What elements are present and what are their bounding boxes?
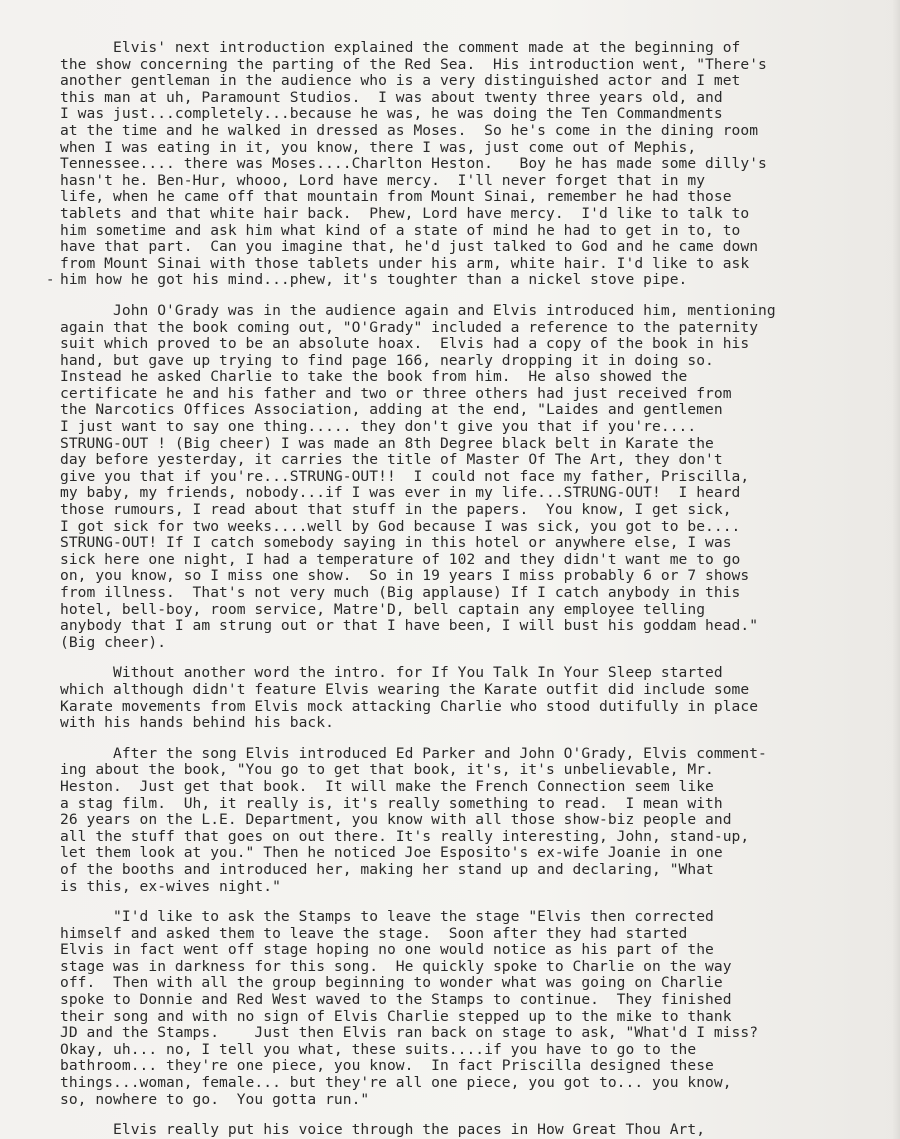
text-line: himself and asked them to leave the stage. Soon after they had started bbox=[60, 924, 688, 942]
text-line: a stag film. Uh, it really is, it's really something to read. I mean with bbox=[60, 794, 723, 812]
text-line: this man at uh, Paramount Studios. I was about twenty three years old, and bbox=[60, 88, 723, 106]
margin-dash-mark: - bbox=[46, 272, 55, 288]
text-line: at the time and he walked in dressed as Moses. So he's come in the dining room bbox=[60, 121, 759, 139]
text-line: After the song Elvis introduced Ed Parker and John O'Grady, Elvis comment- bbox=[60, 744, 767, 762]
text-line: of the booths and introduced her, making her stand up and declaring, "What bbox=[60, 860, 714, 878]
text-line: off. Then with all the group beginning to wonder what was going on Charlie bbox=[60, 974, 723, 992]
text-line: life, when he came off that mountain from Mount Sinai, remember he had those bbox=[60, 188, 732, 206]
text-line: from illness. That's not very much (Big applause) If I catch anybody in this bbox=[60, 584, 741, 601]
text-line: bathroom... they're one piece, you know. In fact Priscilla designed these bbox=[60, 1057, 714, 1075]
text-line: 26 years on the L.E. Department, you know with all those show-biz people and bbox=[60, 811, 732, 829]
text-line: the show concerning the parting of the Red Sea. His introduction went, "There's bbox=[60, 55, 767, 73]
text-line: STRUNG-OUT! If I catch somebody saying in this hotel or anywhere else, I was bbox=[60, 534, 732, 552]
text-line: hotel, bell-boy, room service, Matre'D, bell captain any employee telling bbox=[60, 600, 706, 618]
text-line: give you that if you're...STRUNG-OUT!! I could not face my father, Priscilla, bbox=[60, 467, 750, 485]
text-line: stage was in darkness for this song. He quickly spoke to Charlie on the way bbox=[60, 957, 732, 975]
text-line: Karate movements from Elvis mock attacking Charlie who stood dutifully in place bbox=[60, 697, 759, 715]
text-line: "I'd like to ask the Stamps to leave the stage "Elvis then corrected bbox=[60, 908, 714, 926]
text-line: all the stuff that goes on out there. It's really interesting, John, stand-up, bbox=[60, 827, 750, 845]
text-line: my baby, my friends, nobody...if I was ever in my life...STRUNG-OUT! I heard bbox=[60, 484, 741, 502]
text-line: him how he got his mind...phew, it's toughter than a nickel stove pipe. bbox=[60, 271, 688, 289]
text-line: from Mount Sinai with those tablets under his arm, white hair. I'd like to ask bbox=[60, 254, 750, 272]
text-line: their song and with no sign of Elvis Charlie stepped up to the mike to thank bbox=[60, 1007, 732, 1025]
text-line: Instead he asked Charlie to take the book from him. He also showed the bbox=[60, 368, 688, 386]
paragraph bbox=[60, 40, 850, 289]
text-line: JD and the Stamps. Just then Elvis ran back on stage to ask, "What'd I miss? bbox=[60, 1024, 759, 1042]
text-line: anybody that I am strung out or that I have been, I will bust his goddam head." bbox=[60, 617, 759, 635]
text-line: which although didn't feature Elvis wearing the Karate outfit did include some bbox=[60, 680, 750, 698]
page-edge-shadow bbox=[892, 0, 900, 1139]
text-line: ing about the book, "You go to get that book, it's, it's unbelievable, Mr. bbox=[60, 761, 714, 779]
text-line: Tennessee.... there was Moses....Charlton Heston. Boy he has made some dilly's bbox=[60, 155, 767, 173]
text-line: certificate he and his father and two or three others had just received from bbox=[60, 384, 732, 402]
text-line: tablets and that white hair back. Phew, Lord have mercy. I'd like to talk to bbox=[60, 204, 750, 222]
text-line: hand, but gave up trying to find page 166, nearly dropping it in doing so. bbox=[60, 351, 714, 369]
text-line: another gentleman in the audience who is a very distinguished actor and I met bbox=[60, 72, 741, 90]
paragraph bbox=[60, 746, 850, 895]
text-line: (Big cheer). bbox=[60, 633, 167, 651]
text-line: I was just...completely...because he was, he was doing the Ten Commandments bbox=[60, 105, 723, 123]
text-line: hasn't he. Ben-Hur, whooo, Lord have mercy. I'll never forget that in my bbox=[60, 171, 706, 189]
text-line: again that the book coming out, "O'Grady" included a reference to the paternity bbox=[60, 318, 759, 336]
text-line: when I was eating in it, you know, there I was, just come out of Mephis, bbox=[60, 138, 697, 156]
text-line: spoke to Donnie and Red West waved to the Stamps to continue. They finished bbox=[60, 991, 732, 1009]
text-line: those rumours, I read about that stuff in the papers. You know, I get sick, bbox=[60, 501, 732, 519]
text-line: the Narcotics Offices Association, adding at the end, "Laides and gentlemen bbox=[60, 401, 723, 419]
paragraph bbox=[60, 665, 850, 731]
paragraph bbox=[60, 909, 850, 1108]
text-line: Elvis really put his voice through the paces in How Great Thou Art, bbox=[60, 1121, 706, 1139]
text-line: things...woman, female... but they're all one piece, you got to... you know, bbox=[60, 1074, 732, 1092]
text-line: John O'Grady was in the audience again and Elvis introduced him, mentioning bbox=[60, 301, 776, 319]
text-line: is this, ex-wives night." bbox=[60, 877, 281, 895]
text-line: him sometime and ask him what kind of a state of mind he had to get in to, to bbox=[60, 221, 741, 239]
text-line: Elvis in fact went off stage hoping no one would notice as his part of the bbox=[60, 941, 714, 959]
document-body bbox=[60, 40, 850, 1139]
text-line: Elvis' next introduction explained the comment made at the beginning of bbox=[60, 39, 741, 56]
text-line: Without another word the intro. for If You Talk In Your Sleep started bbox=[60, 664, 723, 682]
text-line: so, nowhere to go. You gotta run." bbox=[60, 1090, 370, 1108]
text-line: Heston. Just get that book. It will make the French Connection seem like bbox=[60, 777, 714, 795]
text-line: with his hands behind his back. bbox=[60, 714, 334, 732]
paragraph bbox=[60, 1122, 850, 1139]
text-line: STRUNG-OUT ! (Big cheer) I was made an 8th Degree black belt in Karate the bbox=[60, 434, 714, 452]
text-line: have that part. Can you imagine that, he'd just talked to God and he came down bbox=[60, 238, 759, 256]
text-line: sick here one night, I had a temperature of 102 and they didn't want me to go bbox=[60, 550, 741, 568]
text-line: suit which proved to be an absolute hoax. Elvis had a copy of the book in his bbox=[60, 335, 750, 353]
text-line: on, you know, so I miss one show. So in 19 years I miss probably 6 or 7 shows bbox=[60, 567, 750, 585]
paragraph bbox=[60, 303, 850, 651]
text-line: I got sick for two weeks....well by God because I was sick, you got to be.... bbox=[60, 517, 741, 535]
text-line: let them look at you." Then he noticed Joe Esposito's ex-wife Joanie in one bbox=[60, 844, 723, 862]
text-line: day before yesterday, it carries the title of Master Of The Art, they don't bbox=[60, 451, 723, 469]
text-line: I just want to say one thing..... they don't give you that if you're.... bbox=[60, 418, 697, 436]
text-line: Okay, uh... no, I tell you what, these suits....if you have to go to the bbox=[60, 1040, 697, 1058]
